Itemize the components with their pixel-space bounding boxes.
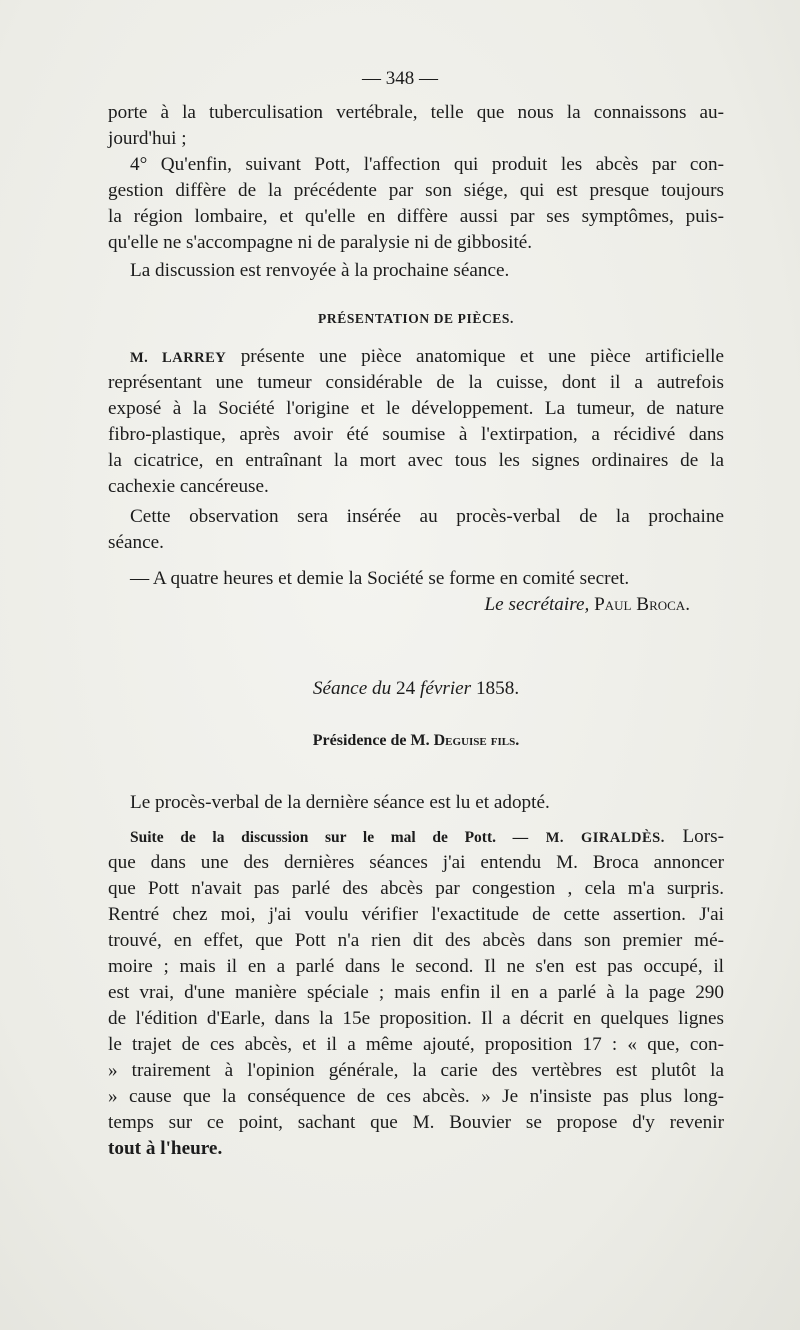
text-line — [108, 824, 724, 850]
seance-month: février — [415, 678, 476, 699]
text-line: représentant une tumeur considérable de la cuisse, dont il a autrefois — [108, 372, 724, 393]
text-line: moire ; mais il en a parlé dans le second. Il ne s'en est pas occupé, il — [108, 956, 724, 977]
presidence-text: Présidence de M. — [312, 732, 434, 749]
presidence-name: Deguise fils. — [433, 732, 520, 749]
text-line: séance. — [108, 532, 164, 553]
text-line: de l'édition d'Earle, dans la 15e proposition. Il a décrit en quelques lignes — [108, 1008, 724, 1029]
presidence-line — [108, 728, 724, 754]
text-line: Le procès-verbal de la dernière séance est lu et adopté. — [130, 792, 550, 813]
paragraph-pott-affection — [108, 152, 724, 256]
speaker-name: M. LARREY — [130, 350, 227, 366]
text-line: cachexie cancéreuse. — [108, 476, 269, 497]
text-line — [108, 344, 724, 370]
text-line: — A quatre heures et demie la Société se forme en comité secret. — [130, 568, 630, 589]
text-line: jourd'hui ; — [108, 128, 187, 149]
text-line: porte à la tuberculisation vertébrale, telle que nous la connaissons au- — [108, 102, 724, 123]
text-line: Cette observation sera insérée au procès-verbal de la prochaine — [130, 506, 724, 527]
page-number: — 348 — — [362, 68, 438, 89]
text-line: exposé à la Société l'origine et le développement. La tumeur, de nature — [108, 398, 724, 419]
text-fragment: présente une pièce anatomique et une pièce artificielle — [226, 346, 724, 367]
text-line: qu'elle ne s'accompagne ni de paralysie ni de gibbosité. — [108, 232, 533, 253]
seance-prefix: Séance du — [312, 678, 396, 699]
signature-role: Le secrétaire, — [484, 594, 590, 615]
signature-name: Paul Broca. — [594, 594, 690, 615]
text-line: la région lombaire, et qu'elle en diffère aussi par ses symptômes, puis- — [108, 206, 724, 227]
heading-text: PRÉSENTATION DE PIÈCES. — [318, 311, 514, 326]
text-fragment: Lors- — [664, 826, 725, 847]
paragraph-suite-discussion — [108, 824, 724, 1162]
text-line: que Pott n'avait pas parlé des abcès par congestion , cela m'a surpris. — [108, 878, 724, 899]
text-line: » trairement à l'opinion générale, la carie des vertèbres est plutôt la — [108, 1060, 724, 1081]
text-line: fibro-plastique, après avoir été soumise à l'extirpation, a récidivé dans — [108, 424, 724, 445]
seance-line — [108, 676, 724, 702]
paragraph-observation — [108, 504, 724, 556]
text-line: tout à l'heure. — [108, 1138, 223, 1159]
text-line: La discussion est renvoyée à la prochaine séance. — [130, 260, 510, 281]
seance-heading — [108, 676, 724, 702]
paragraph-comite-secret — [108, 566, 724, 592]
text-line: le trajet de ces abcès, et il a même ajouté, proposition 17 : « que, con- — [108, 1034, 724, 1055]
discussion-lead: Suite de la discussion sur le mal de Pott. — — [130, 829, 529, 846]
seance-year: 1858. — [475, 678, 520, 699]
seance-day: 24 — [396, 678, 416, 699]
text-line: gestion diffère de la précédente par son siége, qui est presque toujours — [108, 180, 724, 201]
text-line: trouvé, en effet, que Pott n'a rien dit des abcès dans son premier mé- — [108, 930, 724, 951]
paragraph-larrey — [108, 344, 724, 500]
text-line: la cicatrice, en entraînant la mort avec tous les signes ordinaires de la — [108, 450, 724, 471]
section-heading-presentation — [108, 306, 724, 332]
presidence-heading — [108, 728, 724, 754]
signature-line — [108, 592, 724, 618]
speaker-name: M. GIRALDÈS. — [545, 830, 665, 846]
paragraph-tuberculisation — [108, 100, 724, 152]
paragraph-discussion-renvoyee — [108, 258, 724, 284]
paragraph-proces-verbal — [108, 790, 724, 816]
text-line: » cause que la conséquence de ces abcès. » Je n'insiste pas plus long- — [108, 1086, 724, 1107]
text-line: est vrai, d'une manière spéciale ; mais enfin il en a parlé à la page 290 — [108, 982, 724, 1003]
text-line: 4° Qu'enfin, suivant Pott, l'affection qui produit les abcès par con- — [130, 154, 724, 175]
text-line: Rentré chez moi, j'ai voulu vérifier l'exactitude de cette assertion. J'ai — [108, 904, 724, 925]
text-line: que dans une des dernières séances j'ai entendu M. Broca annoncer — [108, 852, 724, 873]
text-line: temps sur ce point, sachant que M. Bouvier se propose d'y revenir — [108, 1112, 724, 1133]
signature-block — [108, 592, 724, 618]
